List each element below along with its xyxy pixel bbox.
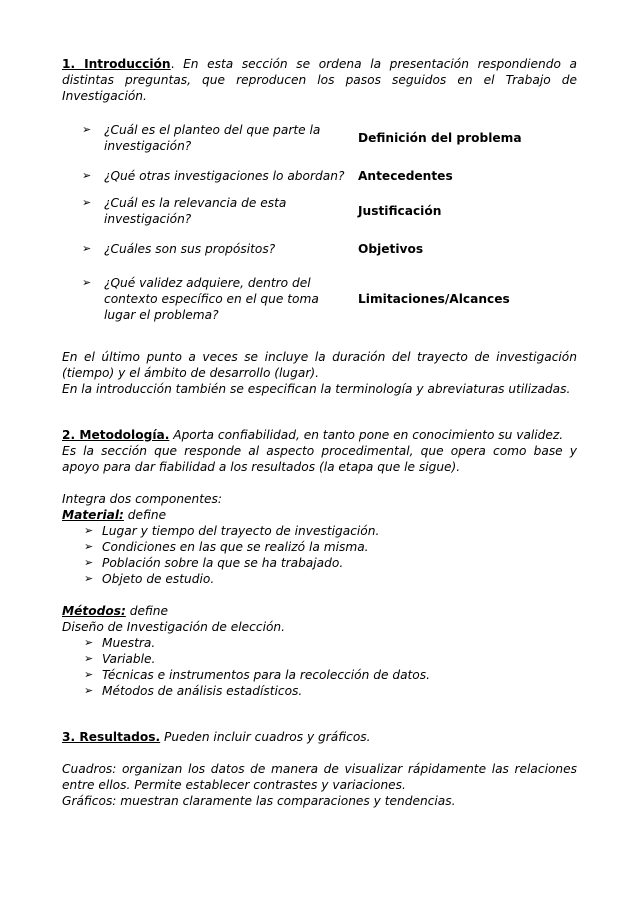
list-item: ➢ Lugar y tiempo del trayecto de investigación. xyxy=(84,524,380,538)
material-line: Material: define xyxy=(62,508,167,522)
methodology-paragraph: 2. Metodología. Aporta confiabilidad, en tanto pone en conocimiento su validez. xyxy=(62,428,564,442)
intro-note-1: En el último punto a veces se incluye la duración del trayecto de investigación (tiempo) y el ámbito de desarrollo (lugar). xyxy=(62,350,577,380)
document-page xyxy=(62,56,577,809)
metodos-line: Métodos: define xyxy=(62,604,169,618)
answer-text: Antecedentes xyxy=(358,168,453,183)
list-item: ➢ Población sobre la que se ha trabajado. xyxy=(84,556,344,570)
answer-text: Objetivos xyxy=(358,242,424,256)
results-paragraph: 3. Resultados. Pueden incluir cuadros y gráficos. xyxy=(62,730,371,744)
section-1-text: En esta sección se ordena la presentación respondiendo a distintas preguntas, que reproducen los pasos seguidos en el Trabajo de Investigación. xyxy=(62,57,577,103)
arrow-bullet-icon: ➢ xyxy=(84,572,94,585)
intro-note-2: En la introducción también se especifican la terminología y abreviaturas utilizadas. xyxy=(62,382,571,396)
section-1-heading: 1. Introducción xyxy=(62,57,171,71)
list-item: ➢ Objeto de estudio. xyxy=(84,572,215,586)
arrow-bullet-icon: ➢ xyxy=(84,524,94,537)
arrow-bullet-icon: ➢ xyxy=(82,242,92,255)
answer-text: Justificación xyxy=(358,204,442,218)
arrow-bullet-icon: ➢ xyxy=(84,540,94,553)
metodos-list xyxy=(62,635,577,699)
components-intro: Integra dos componentes: xyxy=(62,492,223,506)
arrow-bullet-icon: ➢ xyxy=(84,684,94,697)
metodos-label: Métodos: xyxy=(62,604,126,618)
section-3-heading: 3. Resultados. xyxy=(62,730,161,744)
design-line: Diseño de Investigación de elección. xyxy=(62,620,286,634)
table-row xyxy=(82,193,522,229)
arrow-bullet-icon: ➢ xyxy=(84,652,94,665)
list-item: ➢ Técnicas e instrumentos para la recolección de datos. xyxy=(84,668,430,682)
intro-paragraph: 1. Introducción. En esta sección se ordena la presentación respondiendo a distintas preguntas, que reproducen los pasos seguidos en el Trabajo de Investigación. xyxy=(62,57,577,103)
material-label: Material: xyxy=(62,508,124,522)
arrow-bullet-icon: ➢ xyxy=(84,556,94,569)
table-row xyxy=(82,158,522,193)
question-text: ¿Cuál es el planteo del que parte la investigación? xyxy=(104,123,321,153)
table-row xyxy=(82,118,522,158)
arrow-bullet-icon: ➢ xyxy=(82,276,92,289)
question-text: ¿Qué validez adquiere, dentro del contexto específico en el que toma lugar el problema? xyxy=(104,276,319,322)
results-tables-text: Cuadros: organizan los datos de manera de visualizar rápidamente las relaciones entre ellos. Permite establecer contrastes y variaciones. xyxy=(62,762,577,792)
list-item: ➢ Variable. xyxy=(84,652,156,666)
material-list xyxy=(62,523,577,587)
question-text: ¿Cuál es la relevancia de esta investigación? xyxy=(104,196,287,226)
arrow-bullet-icon: ➢ xyxy=(84,668,94,681)
answer-text: Limitaciones/Alcances xyxy=(358,292,510,306)
arrow-bullet-icon: ➢ xyxy=(82,196,92,209)
list-item: ➢ Muestra. xyxy=(84,636,156,650)
arrow-bullet-icon: ➢ xyxy=(82,123,92,136)
methodology-description: Es la sección que responde al aspecto procedimental, que opera como base y apoyo para dar fiabilidad a los resultados (la etapa que le sigue). xyxy=(62,444,577,474)
question-text: ¿Qué otras investigaciones lo abordan? xyxy=(104,168,345,183)
table-row xyxy=(82,229,522,269)
answer-text: Definición del problema xyxy=(358,131,522,145)
list-item: ➢ Métodos de análisis estadísticos. xyxy=(84,684,303,698)
table-row xyxy=(82,269,522,329)
arrow-bullet-icon: ➢ xyxy=(84,636,94,649)
question-text: ¿Cuáles son sus propósitos? xyxy=(104,242,276,256)
results-graphs-text: Gráficos: muestran claramente las comparaciones y tendencias. xyxy=(62,794,456,808)
arrow-bullet-icon: ➢ xyxy=(82,168,92,182)
list-item: ➢ Condiciones en las que se realizó la misma. xyxy=(84,540,369,554)
section-2-heading: 2. Metodología. xyxy=(62,428,170,442)
questions-table xyxy=(82,118,522,329)
